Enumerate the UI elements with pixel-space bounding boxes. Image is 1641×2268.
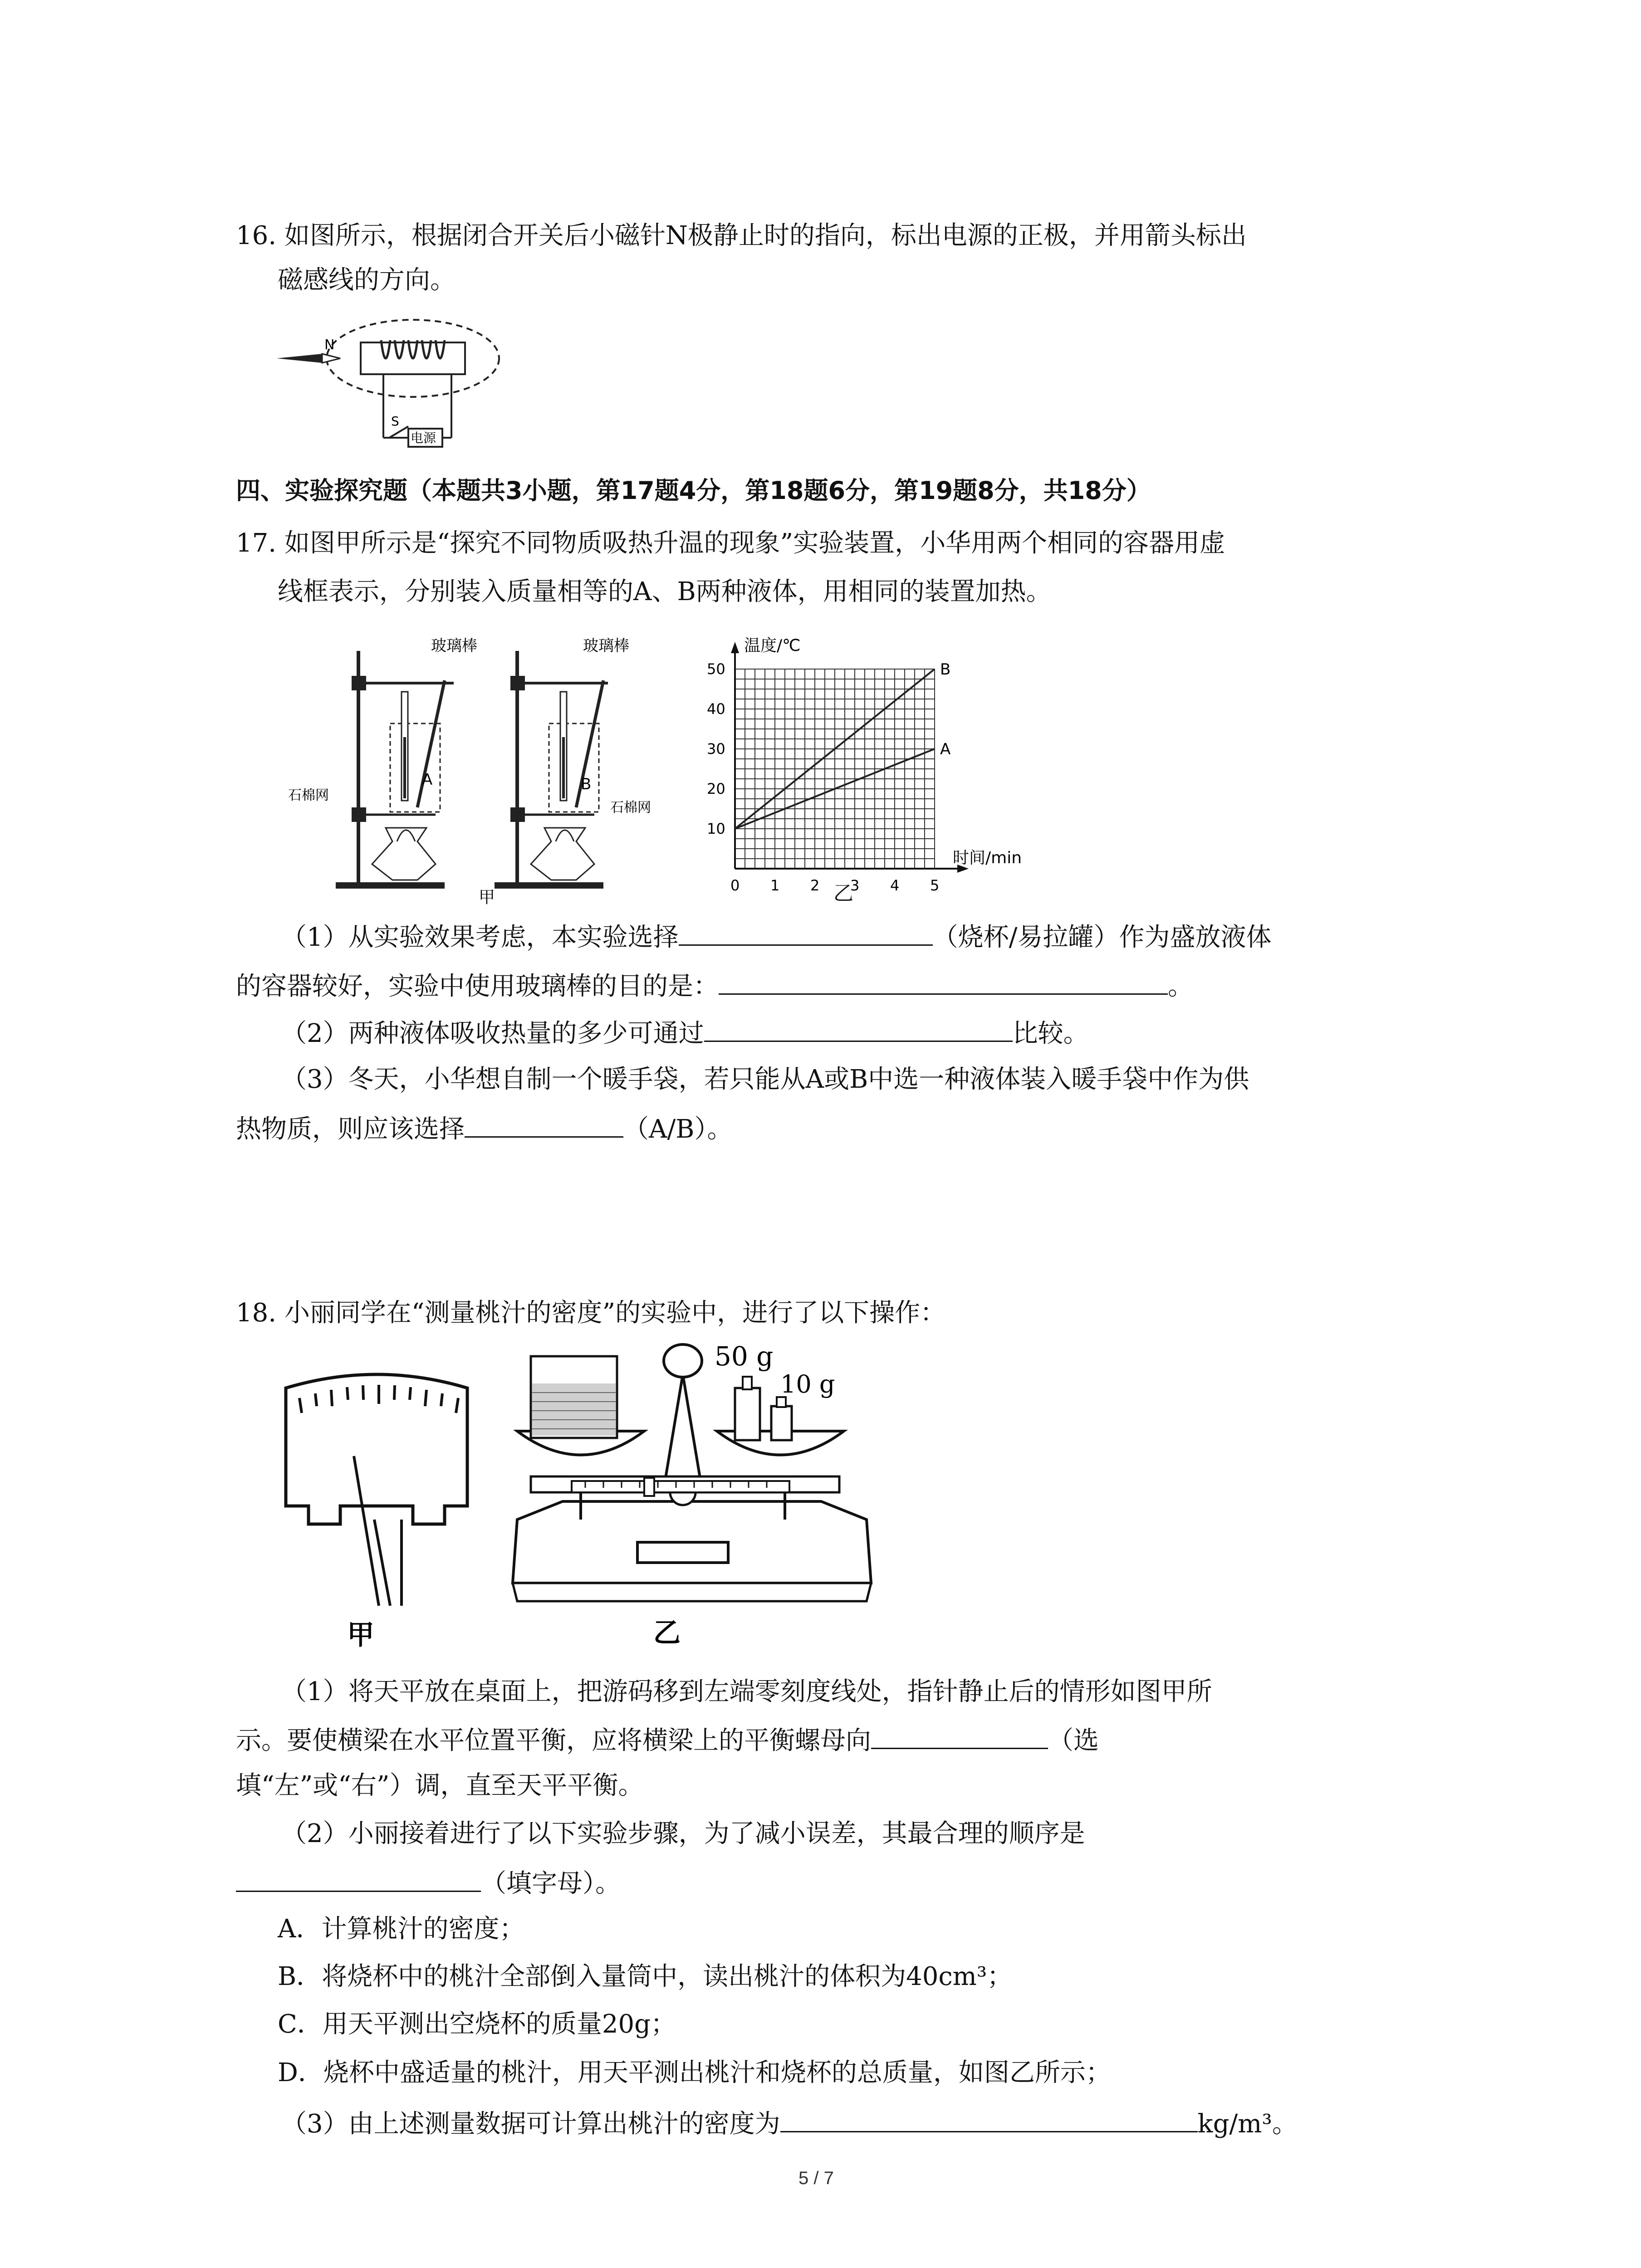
q17-p1-line1: （1）从实验效果考虑，本实验选择 （烧杯/易拉罐）作为盛放液体 — [281, 917, 1272, 956]
weight-10g — [771, 1406, 792, 1440]
gauze-label-b: 石棉网 — [610, 800, 651, 816]
x-axis-label: 时间/min — [953, 849, 1022, 867]
x-tick-label: 5 — [930, 877, 940, 894]
y-tick-label: 50 — [707, 660, 725, 678]
q18-pointer-scale-figure — [281, 1370, 472, 1651]
answer-blank-18-2[interactable] — [236, 1863, 481, 1892]
chart-grid — [735, 669, 935, 869]
y-axis-arrow-icon — [731, 642, 739, 653]
y-tick-label: 30 — [707, 740, 725, 758]
gauze-label-a: 石棉网 — [288, 787, 329, 803]
q18-p1-line3: 填“左”或“右”）调，直至天平平衡。 — [236, 1771, 644, 1800]
answer-blank-17-2[interactable] — [704, 1013, 1013, 1042]
liquid-a-label: A — [422, 771, 433, 789]
q17-p2: （2）两种液体吸收热量的多少可通过 比较。 — [281, 1013, 1089, 1052]
q18-option-c: C．用天平测出空烧杯的质量20g； — [278, 2009, 676, 2039]
q17-text-line1: 17. 如图甲所示是“探究不同物质吸热升温的现象”实验装置，小华用两个相同的容器用虚 — [236, 528, 1225, 558]
x-tick-label: 3 — [850, 877, 860, 894]
y-tick-label: 40 — [707, 700, 725, 718]
y-tick-label: 20 — [707, 780, 725, 797]
q17-p3-line2: 热物质，则应该选择 （A/B）。 — [236, 1109, 732, 1148]
q18-p3: （3）由上述测量数据可计算出桃汁的密度为 kg/m³。 — [281, 2104, 1298, 2142]
fig-18-caption-yi: 乙 — [653, 1617, 681, 1649]
weight-50-label: 50 g — [715, 1341, 774, 1372]
q18-text-line1: 18. 小丽同学在“测量桃汁的密度”的实验中，进行了以下操作： — [236, 1298, 946, 1328]
series-label-A: A — [940, 740, 951, 758]
balance-pointer — [665, 1374, 701, 1483]
q18-p2-line1: （2）小丽接着进行了以下实验步骤，为了减小误差，其最合理的顺序是 — [281, 1819, 1085, 1848]
weight-50g — [735, 1388, 760, 1440]
fig-18-caption-jia: 甲 — [347, 1619, 374, 1651]
q18-p2-line2: （填字母）。 — [236, 1863, 621, 1902]
y-tick-label: 10 — [707, 820, 725, 837]
fig-17-caption-yi: 乙 — [833, 882, 853, 905]
answer-blank-17-1a[interactable] — [679, 917, 933, 946]
q16-text-line1: 16. 如图所示，根据闭合开关后小磁针N极静止时的指向，标出电源的正极，并用箭头标出 — [236, 221, 1247, 250]
chart-series — [735, 660, 950, 829]
q17-apparatus-figure — [281, 628, 690, 909]
series-label-B: B — [940, 660, 951, 679]
q17-text-line2: 线框表示，分别装入质量相等的A、B两种液体，用相同的装置加热。 — [278, 577, 1052, 606]
q16-solenoid-figure — [272, 313, 508, 449]
answer-blank-17-1b[interactable] — [719, 966, 1168, 995]
rider-slider — [644, 1478, 654, 1496]
label-n: N — [324, 337, 335, 353]
answer-blank-17-3[interactable] — [465, 1109, 623, 1138]
q18-p1-line1: （1）将天平放在桌面上，把游码移到左端零刻度线处，指针静止后的情形如图甲所 — [281, 1677, 1212, 1706]
x-tick-label: 1 — [770, 877, 780, 894]
answer-blank-18-1[interactable] — [871, 1721, 1048, 1749]
apparatus-a — [288, 637, 477, 889]
section-4-title: 四、实验探究题（本题共3小题，第17题4分，第18题6分，第19题8分，共18分） — [236, 476, 1151, 505]
x-tick-label: 4 — [890, 877, 900, 894]
q18-option-a: A．计算桃汁的密度； — [278, 1914, 525, 1944]
fig-17-caption-jia: 甲 — [479, 888, 495, 907]
page-number: 5 / 7 — [798, 2168, 834, 2188]
y-axis-label: 温度/℃ — [744, 636, 801, 655]
q16-text-line2: 磁感线的方向。 — [278, 265, 456, 295]
q17-p3-line1: （3）冬天，小华想自制一个暖手袋，若只能从A或B中选一种液体装入暖手袋中作为供 — [281, 1065, 1249, 1094]
rod-label-a: 玻璃棒 — [431, 637, 477, 655]
apparatus-b — [495, 637, 651, 889]
q17-p1-line2: 的容器较好，实验中使用玻璃棒的目的是： 。 — [236, 966, 1193, 1005]
label-power: 电源 — [411, 430, 436, 445]
label-s: S — [391, 414, 399, 429]
answer-blank-18-3[interactable] — [780, 2104, 1198, 2132]
q18-balance-figure — [504, 1329, 889, 1656]
q18-option-d: D．烧杯中盛适量的桃汁，用天平测出桃汁和烧杯的总质量，如图乙所示； — [278, 2058, 1111, 2087]
temperature-time-chart — [694, 624, 1057, 914]
rod-label-b: 玻璃棒 — [583, 637, 629, 655]
x-tick-label: 2 — [810, 877, 820, 894]
liquid-b-label: B — [581, 775, 592, 793]
x-tick-label: 0 — [730, 877, 740, 894]
compass-needle — [277, 354, 322, 363]
chart-axes — [731, 642, 969, 873]
weight-10-label: 10 g — [780, 1370, 835, 1398]
q18-option-b: B．将烧杯中的桃汁全部倒入量筒中，读出桃汁的体积为40cm³； — [278, 1962, 1013, 1991]
q18-p1-line2: 示。要使横梁在水平位置平衡，应将横梁上的平衡螺母向 （选 — [236, 1721, 1099, 1759]
